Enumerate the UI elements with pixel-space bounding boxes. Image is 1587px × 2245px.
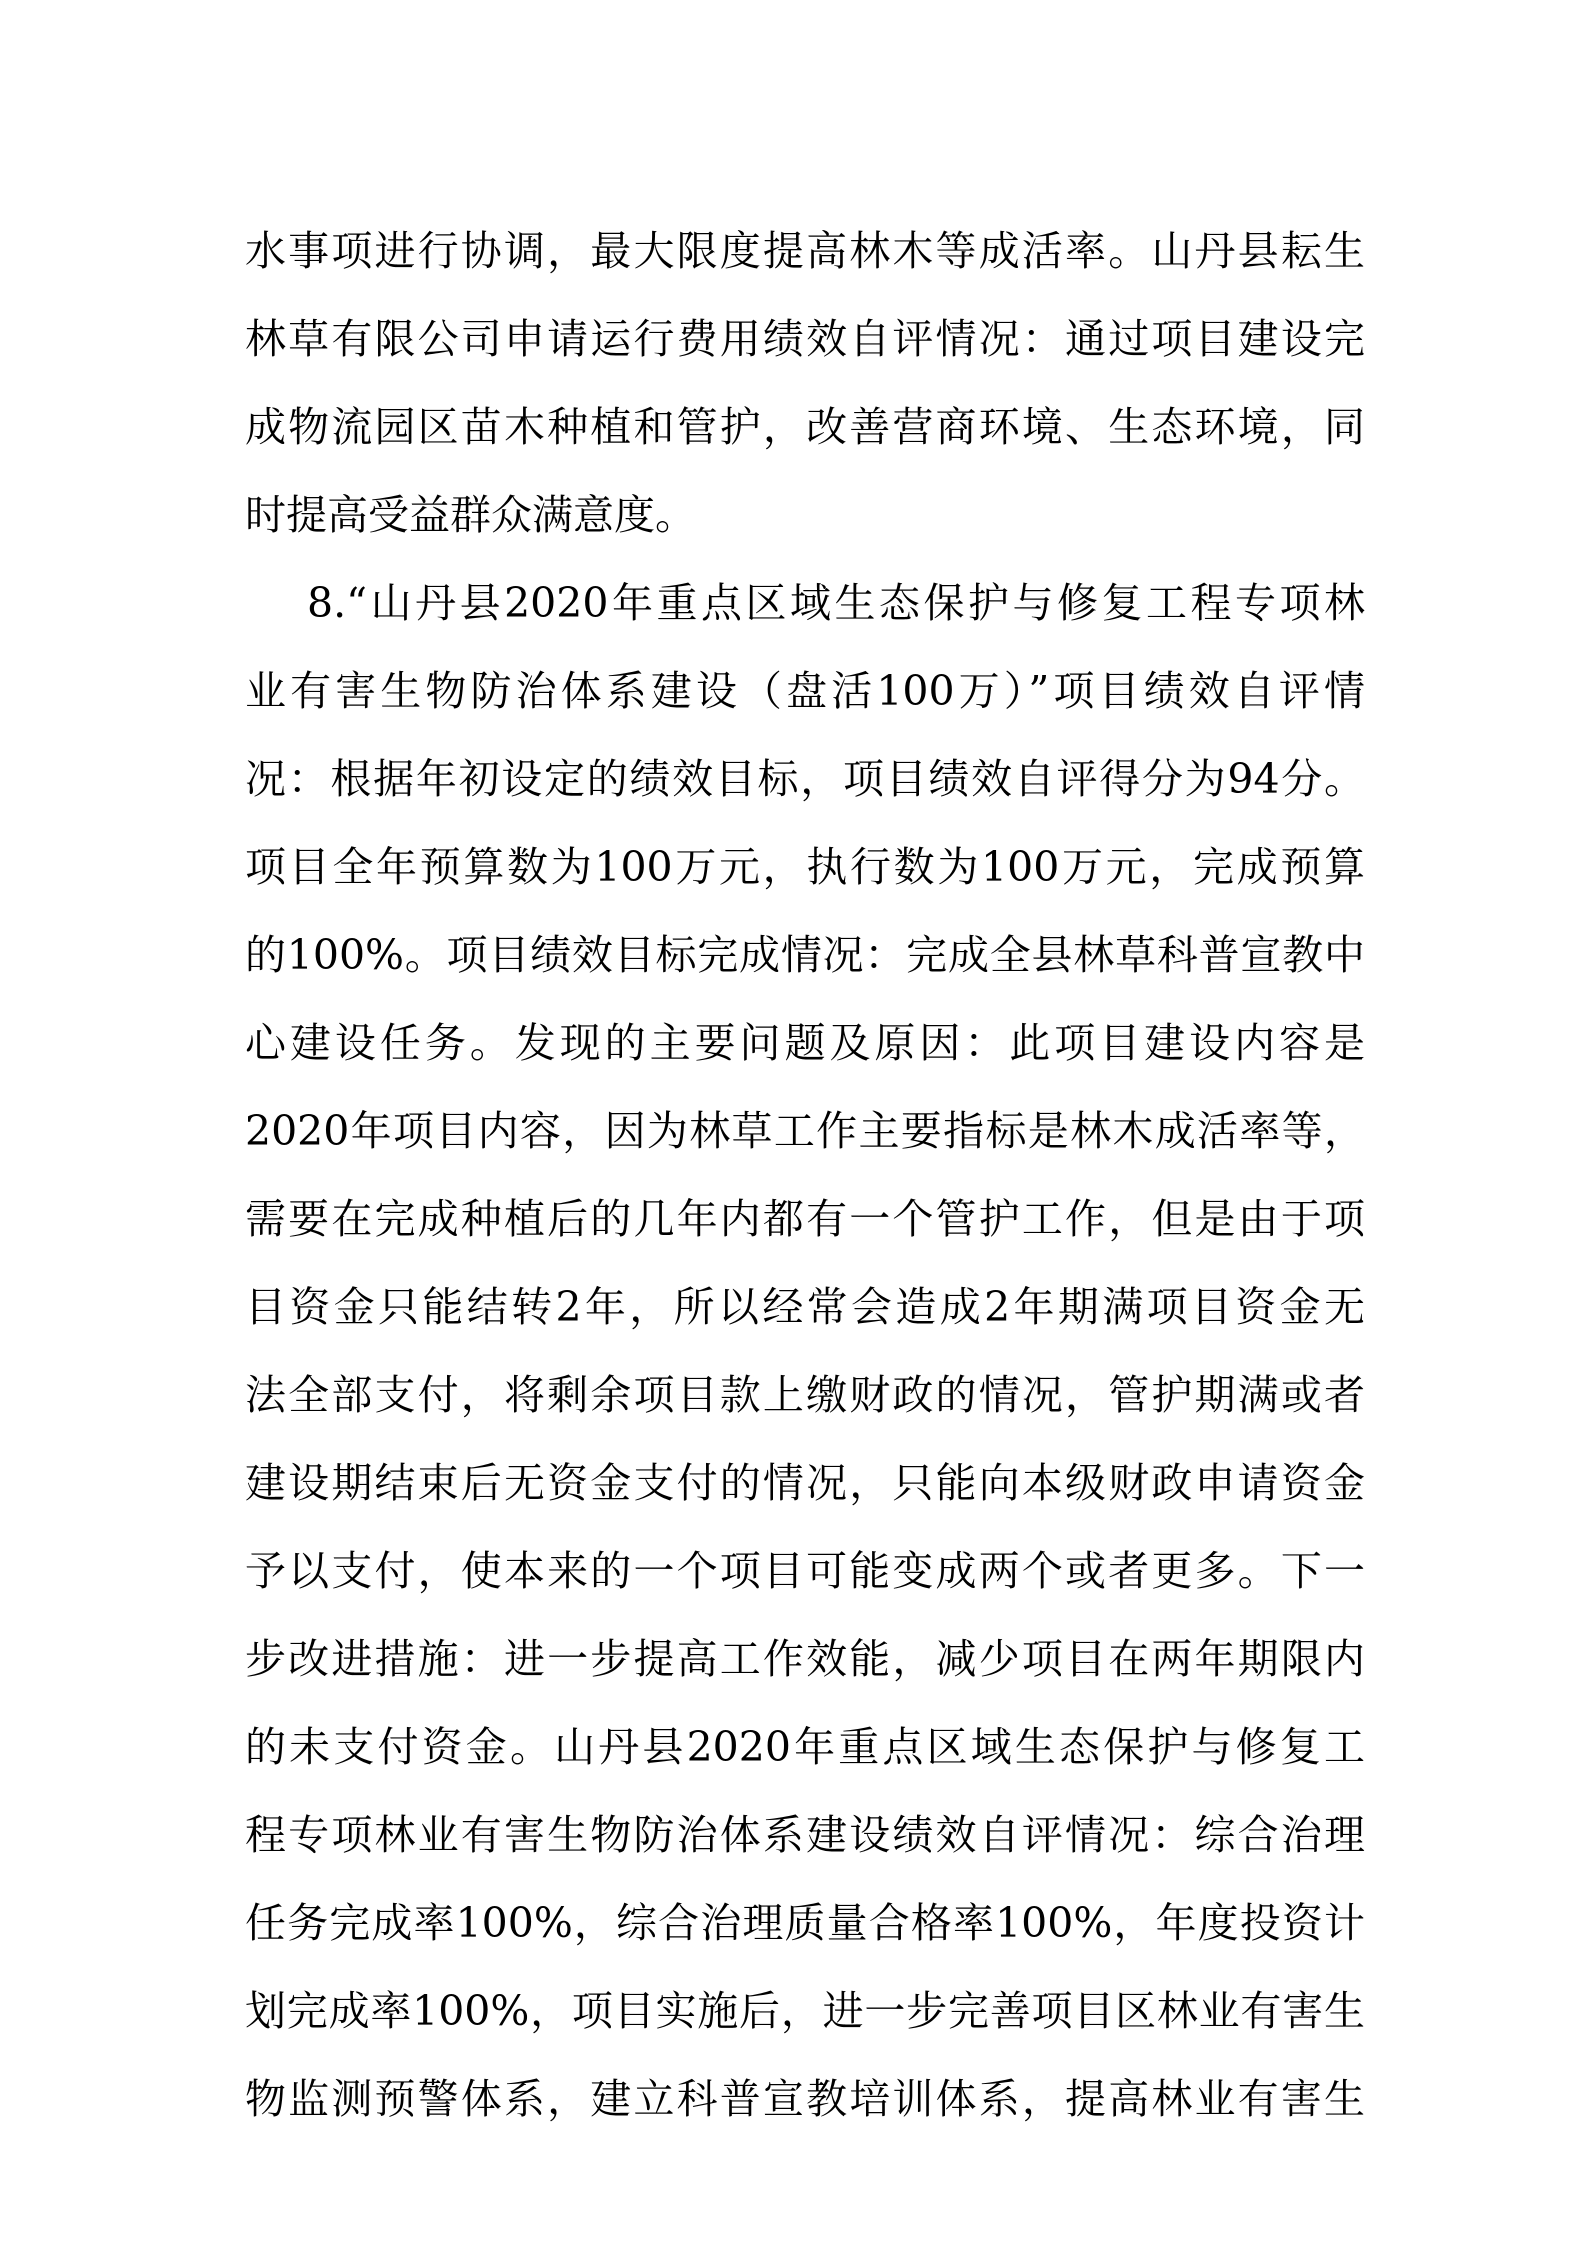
text-line: 业有害生物防治体系建设（盘活100万）”项目绩效自评情: [245, 667, 1365, 715]
text-line: 况：根据年初设定的绩效目标，项目绩效自评得分为94分。: [245, 755, 1365, 803]
text-line: 法全部支付，将剩余项目款上缴财政的情况，管护期满或者: [245, 1371, 1365, 1419]
text-line: 目资金只能结转2年，所以经常会造成2年期满项目资金无: [245, 1283, 1365, 1331]
body-text: [245, 207, 1365, 2143]
text-line: 需要在完成种植后的几年内都有一个管护工作，但是由于项: [245, 1195, 1365, 1243]
text-line: 2020年项目内容，因为林草工作主要指标是林木成活率等，: [245, 1107, 1365, 1155]
text-line: 予以支付，使本来的一个项目可能变成两个或者更多。下一: [245, 1547, 1365, 1595]
text-line: 林草有限公司申请运行费用绩效自评情况：通过项目建设完: [245, 315, 1365, 363]
text-line: 物监测预警体系，建立科普宣教培训体系，提高林业有害生: [245, 2075, 1365, 2123]
text-line: 划完成率100%，项目实施后，进一步完善项目区林业有害生: [245, 1987, 1365, 2035]
text-line: 时提高受益群众满意度。: [245, 491, 696, 539]
text-line: 的未支付资金。山丹县2020年重点区域生态保护与修复工: [245, 1723, 1365, 1771]
text-line: 水事项进行协调，最大限度提高林木等成活率。山丹县耘生: [245, 227, 1365, 275]
text-line: 8.“山丹县2020年重点区域生态保护与修复工程专项林: [307, 579, 1365, 627]
text-line: 心建设任务。发现的主要问题及原因：此项目建设内容是: [245, 1019, 1365, 1067]
text-line: 建设期结束后无资金支付的情况，只能向本级财政申请资金: [245, 1459, 1365, 1507]
text-line: 成物流园区苗木种植和管护，改善营商环境、生态环境，同: [245, 403, 1365, 451]
text-line: 项目全年预算数为100万元，执行数为100万元，完成预算: [245, 843, 1365, 891]
text-line: 任务完成率100%，综合治理质量合格率100%，年度投资计: [245, 1899, 1365, 1947]
text-line: 步改进措施：进一步提高工作效能，减少项目在两年期限内: [245, 1635, 1365, 1683]
text-line: 的100%。项目绩效目标完成情况：完成全县林草科普宣教中: [245, 931, 1365, 979]
text-line: 程专项林业有害生物防治体系建设绩效自评情况：综合治理: [245, 1811, 1365, 1859]
